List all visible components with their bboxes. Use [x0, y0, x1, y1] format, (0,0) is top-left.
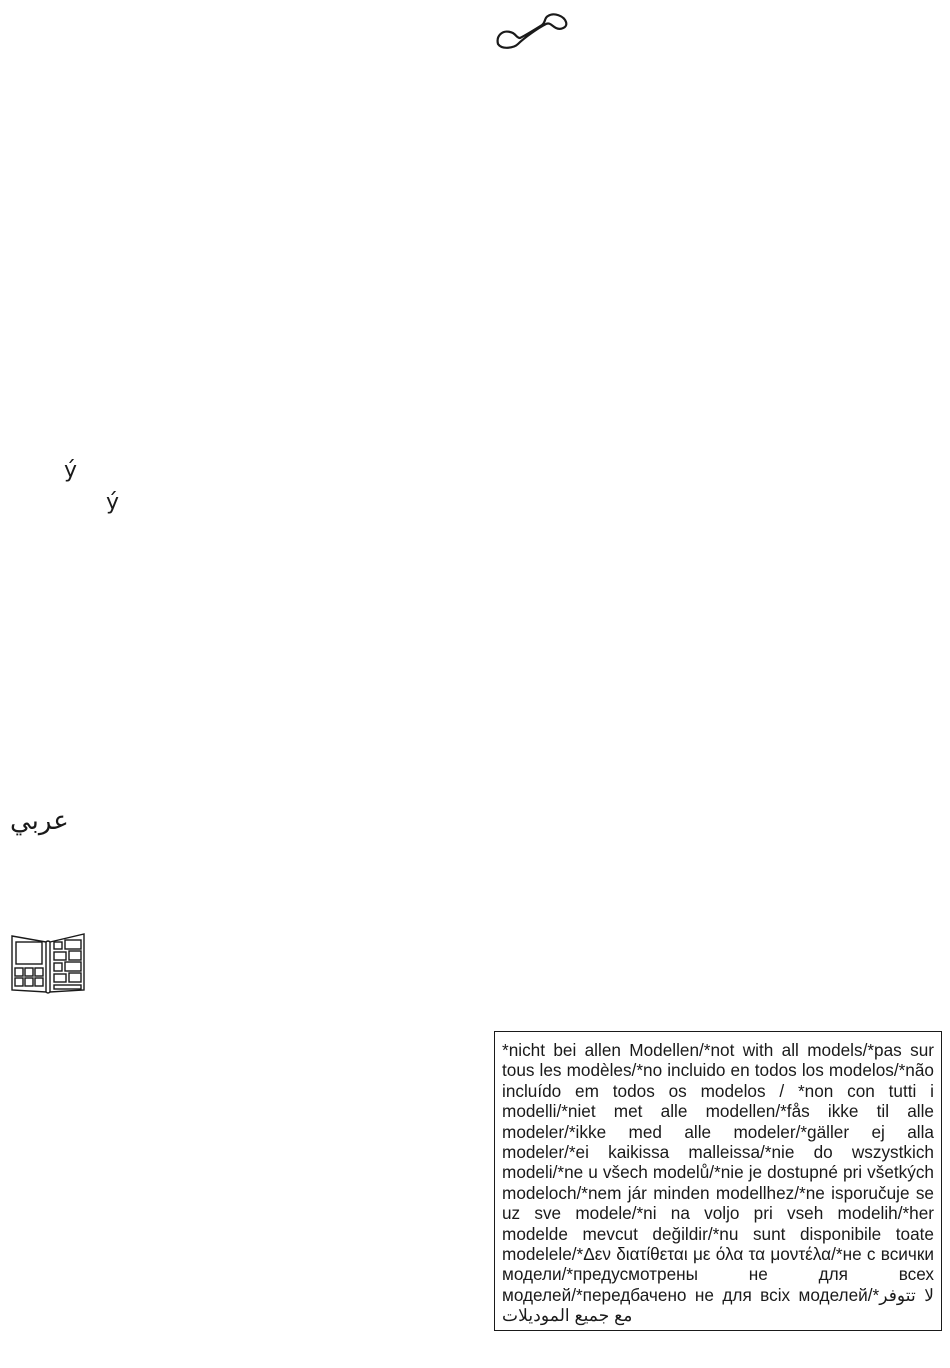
arabic-language-label: عربي: [10, 806, 69, 836]
availability-footnote-text: *nicht bei allen Modellen/*not with all models/*pas sur tous les modèles/*no incluido en todos los modelos/*não incluído em todos os modelos / *non con tutti i modelli/*niet met alle modellen/*fås ikke til alle modeler/*ikke med alle modeler/*gäller ej alla modeler/*ei kaikissa malleissa/*nie do wszystkich modeli/*ne u všech modelů/*nie je dostupné pri všetkých modeloch/*nem jár minden modellhez/*ne isporučuje se uz sve modele/*ni na voljo pri vseh modelih/*her modelde mevcut değildir/*nu sunt disponibile toate modelele/*Δεν διατίθεται με όλα τα μοντέλα/*не с всички модели/*предусмотрены не для всех моделей/*передбачено не для всіх моделей/*لا تتوفر مع جميع الموديلات: [502, 1040, 934, 1326]
phone-handset-icon: [494, 8, 570, 50]
booklet-icon: [10, 932, 88, 994]
y-acute-glyph: ý: [64, 458, 78, 483]
y-acute-glyph: ý: [106, 490, 120, 515]
availability-footnote-box: [494, 1031, 942, 1331]
